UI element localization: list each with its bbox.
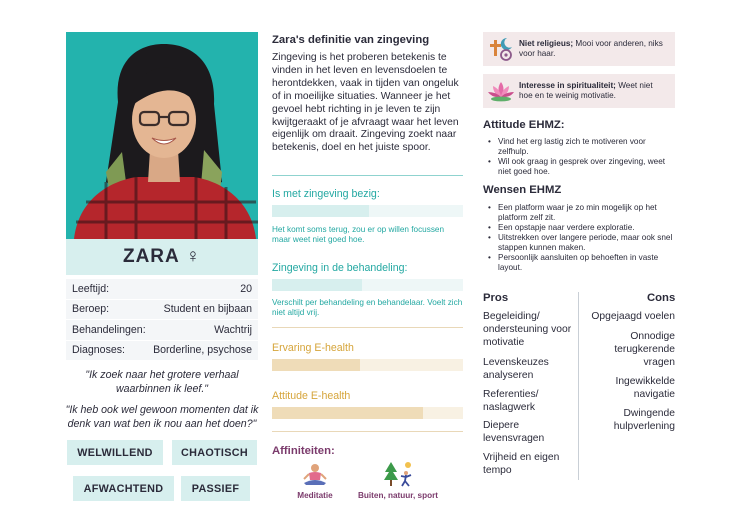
scale-label-ervaring-ehealth: Ervaring E-health [272, 342, 354, 354]
trait-badge-afwachtend: AFWACHTEND [73, 476, 174, 501]
belief-text-spirituality: Interesse in spiritualiteit; Weet niet hoe en te weinig motivatie. [519, 80, 653, 100]
affinity-label-meditatie: Meditatie [297, 491, 333, 500]
fact-label: Leeftijd: [72, 282, 110, 295]
fact-value: 20 [240, 282, 252, 295]
definition-title: Zara's definitie van zingeving [272, 34, 430, 46]
section-divider [272, 327, 463, 328]
con-item: Dwingende hulpverlening [613, 408, 675, 432]
fact-label: Diagnoses: [72, 344, 125, 357]
persona-name-bar [66, 239, 258, 275]
list-item: • Uitstrekken over langere periode, maar ook snel stappen kunnen maken. [488, 233, 678, 253]
belief-text-religion: Niet religieus; Mooi voor anderen, niks voor haar. [519, 38, 663, 58]
con-item: Opgejaagd voelen [591, 311, 675, 322]
attitude-title: Attitude EHMZ: [483, 119, 565, 131]
section-divider [272, 431, 463, 432]
persona-quote-2: "Ik heb ook wel gewoon momenten dat ik denk van wat ben ik nou aan het doen?" [65, 404, 259, 430]
religious-symbols-icon [483, 32, 519, 66]
pro-item: Levenskeuzes analyseren [483, 357, 549, 381]
trait-badge-chaotisch: CHAOTISCH [172, 440, 257, 465]
cons-title: Cons [647, 292, 676, 304]
fact-value: Student en bijbaan [163, 303, 252, 316]
fact-row-age [66, 279, 258, 299]
scale-fill [272, 279, 362, 291]
pros-cons-divider [578, 292, 579, 480]
belief-box-spirituality [483, 74, 675, 108]
list-item: • Een opstapje naar verdere exploratie. [488, 223, 678, 233]
scale-label-attitude-ehealth: Attitude E-health [272, 390, 351, 402]
persona-photo-image [66, 32, 258, 239]
fact-row-occupation [66, 299, 258, 320]
scale-bar-zingeving-bezig [272, 205, 463, 217]
scale-bar-attitude-ehealth [272, 407, 463, 419]
pro-item: Diepere levensvragen [483, 420, 545, 444]
meditation-icon [300, 461, 330, 487]
fact-value: Borderline, psychose [153, 344, 252, 357]
scale-note-zingeving-behandeling: Verschilt per behandeling en behandelaar. Voelt zich niet altijd vrij. [272, 298, 463, 318]
pros-title: Pros [483, 292, 509, 304]
affinity-label-natuur-sport: Buiten, natuur, sport [357, 491, 439, 500]
fact-label: Behandelingen: [72, 323, 146, 336]
wishes-title: Wensen EHMZ [483, 184, 562, 196]
trait-badge-welwillend: WELWILLEND [67, 440, 163, 465]
attitude-list [488, 137, 678, 177]
con-item: Ingewikkelde navigatie [615, 376, 675, 400]
fact-row-diagnoses [66, 340, 258, 361]
female-symbol-icon: ♀ [185, 246, 202, 267]
affinities-title: Affiniteiten: [272, 445, 335, 457]
pro-item: Referenties/ naslagwerk [483, 389, 539, 413]
section-divider [272, 175, 463, 176]
belief-box-religion [483, 32, 675, 66]
scale-bar-zingeving-behandeling [272, 279, 463, 291]
persona-photo [66, 32, 258, 239]
persona-quote-1: "Ik zoek naar het grotere verhaal waarbinnen ik leef." [85, 369, 239, 395]
scale-bar-ervaring-ehealth [272, 359, 463, 371]
scale-label-zingeving-bezig: Is met zingeving bezig: [272, 188, 380, 200]
persona-facts [66, 279, 258, 360]
scale-label-zingeving-behandeling: Zingeving in de behandeling: [272, 262, 408, 274]
pro-item: Vrijheid en eigen tempo [483, 452, 560, 476]
definition-body: Zingeving is het proberen betekenis te vinden in het leven en levensdoelen te herontdekken, vaak in tijden van ongeluk of in moeilijke situaties. Wanneer je het gevoel hebt richting in je leven te zijn kwijtgeraakt of je afvraagt waar het leven eigenlijk om draait. Zingeving zoekt naar betekenis, doel en het juiste spoor. [272, 52, 459, 154]
list-item: • Persoonlijk aansluiten op behoeften in vaste layout. [488, 253, 678, 273]
list-item: • Wil ook graag in gesprek over zingeving, weet niet goed hoe. [488, 157, 678, 177]
scale-note-zingeving-bezig: Het komt soms terug, zou er op willen focussen maar weet niet goed hoe. [272, 225, 445, 245]
nature-sport-icon [383, 460, 415, 488]
fact-label: Beroep: [72, 303, 110, 316]
scale-fill [272, 205, 369, 217]
persona-name: ZARA [122, 246, 180, 267]
fact-value: Wachtrij [214, 323, 252, 336]
con-item: Onnodige terugkerende vragen [614, 331, 675, 368]
list-item: • Een platform waar je zo min mogelijk op het platform zelf zit. [488, 203, 678, 223]
lotus-icon [483, 74, 519, 108]
list-item: • Vind het erg lastig zich te motiveren voor zelfhulp. [488, 137, 678, 157]
scale-fill [272, 359, 360, 371]
wishes-list [488, 203, 678, 273]
trait-badge-passief: PASSIEF [181, 476, 250, 501]
scale-fill [272, 407, 423, 419]
fact-row-treatments [66, 319, 258, 340]
pro-item: Begeleiding/ ondersteuning voor motivatie [483, 311, 572, 348]
